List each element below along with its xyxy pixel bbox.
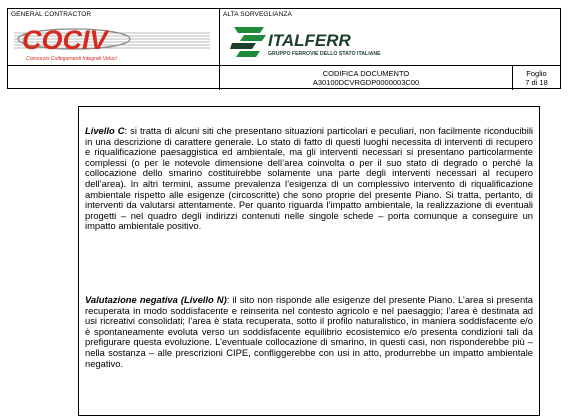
paragraph-livello-n bbox=[85, 295, 533, 369]
content-box bbox=[78, 106, 540, 416]
codifica-label: CODIFICA DOCUMENTO bbox=[322, 69, 410, 78]
foglio-value: 7 di 18 bbox=[525, 78, 548, 87]
codifica-cell bbox=[220, 66, 513, 90]
foglio-label: Foglio bbox=[526, 69, 547, 78]
italferr-wordmark: ITALFERR bbox=[268, 31, 351, 50]
italferr-subtitle: GRUPPO FERROVIE DELLO STATO ITALIANE bbox=[268, 51, 381, 57]
paragraph-livello-c bbox=[85, 126, 533, 232]
general-contractor-label: GENERAL CONTRACTOR bbox=[11, 11, 92, 18]
cociv-logo bbox=[14, 19, 214, 63]
livello-n-text: : il sito non risponde alle esigenze del presente Piano. L’area si presenta recuperata in modo soddisfacente e reinserita nel contesto agricolo e nel paesaggio; l’area è destinata ad usi ricreativi consolidati; l’area è stata recuperata, sotto il profilo naturalistico, in maniera soddisfacente e/o è spontaneamente evoluta verso un soddisfacente equilibrio ecosistemico e/o presenta condizioni tali da prefigurare questa evoluzione. L’eventuale collocazione di smarino, in questi casi, non risponderebbe più – nella sostanza – alle prescrizioni CIPE, confliggerebbe con usi in atto, produrrebbe un impatto ambientale negativo. bbox=[85, 294, 533, 369]
general-contractor-cell bbox=[8, 9, 220, 65]
livello-n-heading: Valutazione negativa (Livello N) bbox=[85, 294, 227, 305]
livello-c-text: : si tratta di alcuni siti che presentano situazioni particolari e peculiari, non facilmente riconducibili in una descrizione di carattere generale. Lo stato di fatto di questi luoghi necessita di interventi di recupero e riqualificazione paesaggistica ed ambientale, ma gli interventi necessari si presentano particolarmente complessi (o per le notevole dimensione dell’area coinvolta o per il suo stato di degrado o perché la collocazione dello smarino costituirebbe solamente una parte degli interventi necessari al recupero dell’area). In altri termini, assume prevalenza l’esigenza di un complessivo intervento di riqualificazione ambientale rispetto alle esigenze (circoscritte) che sono proprie del presente Piano. Si tratta, pertanto, di interventi da valutarsi attentamente. Per quanto riguarda l’impatto ambientale, la realizzazione di eventuali progetti – nel quadro degli indirizzi contenuti nelle singole schede – porta comunque a conseguire un impatto ambientale positivo. bbox=[85, 125, 533, 232]
empty-cell bbox=[8, 66, 220, 90]
codifica-value: A30100DCVRGDP0000003C00 bbox=[312, 78, 420, 87]
alta-sorveglianza-label: ALTA SORVEGLIANZA bbox=[223, 11, 292, 18]
livello-c-heading: Livello C bbox=[85, 125, 125, 136]
foglio-cell bbox=[513, 66, 560, 93]
alta-sorveglianza-cell bbox=[220, 9, 560, 65]
italferr-emblem-icon bbox=[230, 27, 266, 57]
document-header bbox=[7, 8, 561, 89]
italferr-logo bbox=[230, 21, 430, 61]
document-code-row bbox=[8, 65, 560, 90]
cociv-subtitle: Consorzio Collegamenti Integrati Veloci bbox=[26, 56, 117, 62]
cociv-wordmark: COCIV bbox=[22, 25, 108, 55]
